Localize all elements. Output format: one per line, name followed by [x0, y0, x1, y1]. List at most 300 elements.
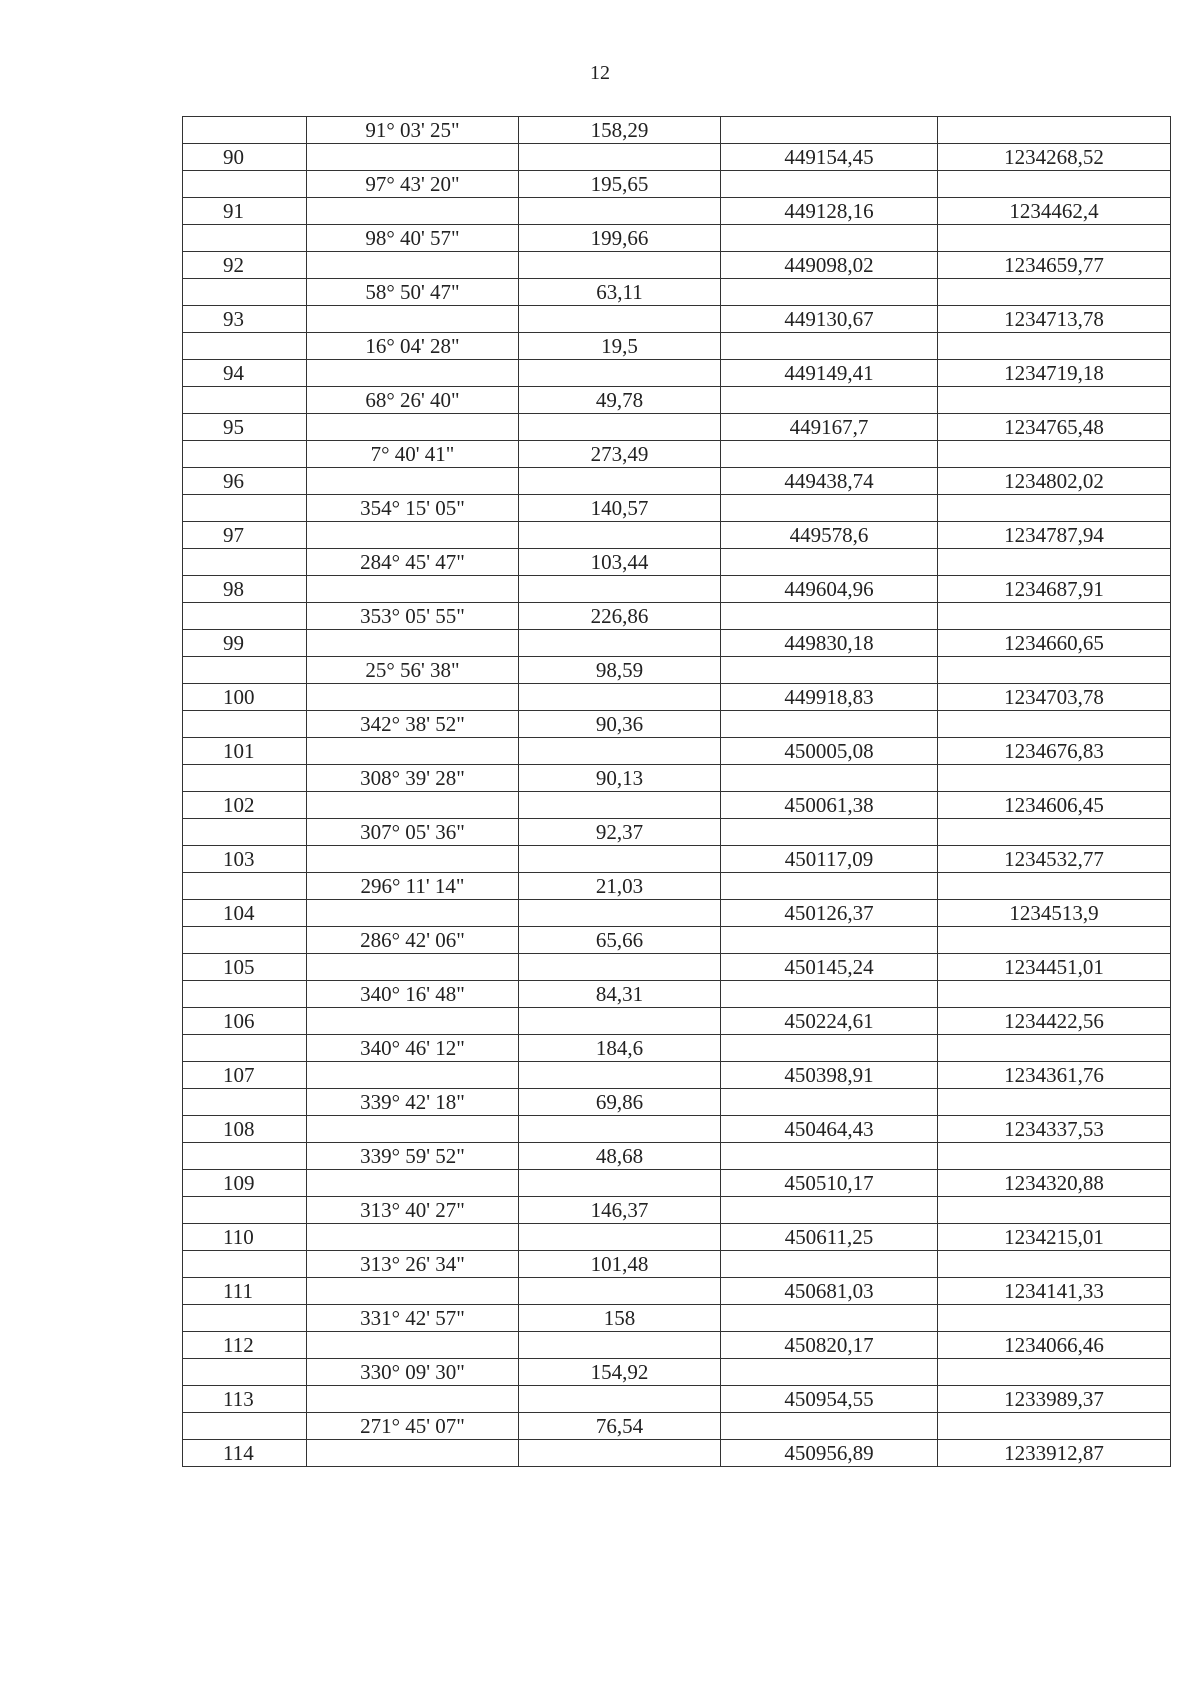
empty-cell	[307, 684, 519, 711]
empty-cell	[307, 360, 519, 387]
x-coordinate-cell: 450145,24	[721, 954, 938, 981]
x-coordinate-cell: 450954,55	[721, 1386, 938, 1413]
empty-cell	[938, 819, 1171, 846]
x-coordinate-cell: 450611,25	[721, 1224, 938, 1251]
empty-cell	[938, 1143, 1171, 1170]
y-coordinate-cell: 1234462,4	[938, 198, 1171, 225]
point-number-cell: 108	[183, 1116, 307, 1143]
point-row	[183, 684, 1171, 711]
y-coordinate-cell: 1234422,56	[938, 1008, 1171, 1035]
segment-row	[183, 549, 1171, 576]
empty-cell	[938, 765, 1171, 792]
y-coordinate-cell: 1234268,52	[938, 144, 1171, 171]
y-coordinate-cell: 1234606,45	[938, 792, 1171, 819]
y-coordinate-cell: 1234320,88	[938, 1170, 1171, 1197]
y-coordinate-cell: 1234532,77	[938, 846, 1171, 873]
point-number-cell: 102	[183, 792, 307, 819]
x-coordinate-cell: 450820,17	[721, 1332, 938, 1359]
distance-cell: 273,49	[519, 441, 721, 468]
x-coordinate-cell: 450224,61	[721, 1008, 938, 1035]
direction-angle-cell: 98° 40' 57"	[307, 225, 519, 252]
direction-angle-cell: 339° 59' 52"	[307, 1143, 519, 1170]
empty-cell	[183, 1143, 307, 1170]
point-number-cell: 109	[183, 1170, 307, 1197]
empty-cell	[183, 441, 307, 468]
segment-row	[183, 603, 1171, 630]
empty-cell	[519, 252, 721, 279]
empty-cell	[721, 441, 938, 468]
distance-cell: 146,37	[519, 1197, 721, 1224]
distance-cell: 84,31	[519, 981, 721, 1008]
x-coordinate-cell: 450398,91	[721, 1062, 938, 1089]
distance-cell: 98,59	[519, 657, 721, 684]
segment-row	[183, 1305, 1171, 1332]
x-coordinate-cell: 449167,7	[721, 414, 938, 441]
empty-cell	[183, 819, 307, 846]
direction-angle-cell: 331° 42' 57"	[307, 1305, 519, 1332]
distance-cell: 90,36	[519, 711, 721, 738]
empty-cell	[307, 1008, 519, 1035]
direction-angle-cell: 58° 50' 47"	[307, 279, 519, 306]
y-coordinate-cell: 1234713,78	[938, 306, 1171, 333]
point-row	[183, 1386, 1171, 1413]
distance-cell: 90,13	[519, 765, 721, 792]
empty-cell	[938, 117, 1171, 144]
empty-cell	[519, 360, 721, 387]
point-row	[183, 1116, 1171, 1143]
segment-row	[183, 117, 1171, 144]
y-coordinate-cell: 1234787,94	[938, 522, 1171, 549]
point-row	[183, 198, 1171, 225]
empty-cell	[183, 225, 307, 252]
empty-cell	[307, 1062, 519, 1089]
segment-row	[183, 819, 1171, 846]
empty-cell	[519, 1278, 721, 1305]
point-row	[183, 630, 1171, 657]
empty-cell	[938, 1035, 1171, 1062]
point-row	[183, 522, 1171, 549]
y-coordinate-cell: 1234765,48	[938, 414, 1171, 441]
empty-cell	[721, 495, 938, 522]
distance-cell: 140,57	[519, 495, 721, 522]
empty-cell	[183, 549, 307, 576]
empty-cell	[307, 198, 519, 225]
x-coordinate-cell: 449830,18	[721, 630, 938, 657]
segment-row	[183, 1143, 1171, 1170]
empty-cell	[938, 387, 1171, 414]
empty-cell	[183, 1359, 307, 1386]
empty-cell	[183, 711, 307, 738]
point-number-cell: 93	[183, 306, 307, 333]
segment-row	[183, 171, 1171, 198]
empty-cell	[519, 144, 721, 171]
direction-angle-cell: 284° 45' 47"	[307, 549, 519, 576]
direction-angle-cell: 339° 42' 18"	[307, 1089, 519, 1116]
empty-cell	[938, 279, 1171, 306]
empty-cell	[721, 927, 938, 954]
empty-cell	[307, 1116, 519, 1143]
empty-cell	[519, 1116, 721, 1143]
empty-cell	[721, 1143, 938, 1170]
direction-angle-cell: 330° 09' 30"	[307, 1359, 519, 1386]
empty-cell	[519, 1332, 721, 1359]
point-row	[183, 738, 1171, 765]
empty-cell	[183, 603, 307, 630]
distance-cell: 101,48	[519, 1251, 721, 1278]
empty-cell	[721, 1035, 938, 1062]
distance-cell: 63,11	[519, 279, 721, 306]
empty-cell	[938, 927, 1171, 954]
x-coordinate-cell: 449604,96	[721, 576, 938, 603]
y-coordinate-cell: 1233912,87	[938, 1440, 1171, 1467]
point-row	[183, 1224, 1171, 1251]
segment-row	[183, 225, 1171, 252]
distance-cell: 76,54	[519, 1413, 721, 1440]
empty-cell	[307, 954, 519, 981]
point-number-cell: 112	[183, 1332, 307, 1359]
empty-cell	[307, 738, 519, 765]
empty-cell	[307, 1170, 519, 1197]
x-coordinate-cell: 450681,03	[721, 1278, 938, 1305]
page-number: 12	[590, 62, 610, 84]
segment-row	[183, 1089, 1171, 1116]
point-number-cell: 113	[183, 1386, 307, 1413]
empty-cell	[519, 900, 721, 927]
x-coordinate-cell: 449128,16	[721, 198, 938, 225]
x-coordinate-cell: 449438,74	[721, 468, 938, 495]
point-row	[183, 468, 1171, 495]
distance-cell: 226,86	[519, 603, 721, 630]
empty-cell	[721, 1359, 938, 1386]
segment-row	[183, 1035, 1171, 1062]
point-number-cell: 97	[183, 522, 307, 549]
empty-cell	[519, 1008, 721, 1035]
segment-row	[183, 1359, 1171, 1386]
x-coordinate-cell: 450117,09	[721, 846, 938, 873]
point-number-cell: 107	[183, 1062, 307, 1089]
x-coordinate-cell: 450464,43	[721, 1116, 938, 1143]
empty-cell	[938, 1413, 1171, 1440]
empty-cell	[519, 1062, 721, 1089]
direction-angle-cell: 313° 40' 27"	[307, 1197, 519, 1224]
y-coordinate-cell: 1234802,02	[938, 468, 1171, 495]
y-coordinate-cell: 1234687,91	[938, 576, 1171, 603]
x-coordinate-cell: 450061,38	[721, 792, 938, 819]
empty-cell	[721, 765, 938, 792]
segment-row	[183, 927, 1171, 954]
point-number-cell: 91	[183, 198, 307, 225]
empty-cell	[938, 981, 1171, 1008]
x-coordinate-cell: 449918,83	[721, 684, 938, 711]
point-row	[183, 846, 1171, 873]
point-number-cell: 106	[183, 1008, 307, 1035]
empty-cell	[721, 1089, 938, 1116]
segment-row	[183, 279, 1171, 306]
empty-cell	[183, 981, 307, 1008]
empty-cell	[307, 630, 519, 657]
point-row	[183, 1440, 1171, 1467]
empty-cell	[183, 927, 307, 954]
empty-cell	[307, 522, 519, 549]
empty-cell	[519, 738, 721, 765]
direction-angle-cell: 313° 26' 34"	[307, 1251, 519, 1278]
distance-cell: 158	[519, 1305, 721, 1332]
y-coordinate-cell: 1234066,46	[938, 1332, 1171, 1359]
empty-cell	[307, 792, 519, 819]
empty-cell	[183, 1089, 307, 1116]
distance-cell: 195,65	[519, 171, 721, 198]
empty-cell	[183, 387, 307, 414]
y-coordinate-cell: 1233989,37	[938, 1386, 1171, 1413]
empty-cell	[183, 1035, 307, 1062]
empty-cell	[519, 954, 721, 981]
direction-angle-cell: 7° 40' 41"	[307, 441, 519, 468]
direction-angle-cell: 25° 56' 38"	[307, 657, 519, 684]
distance-cell: 69,86	[519, 1089, 721, 1116]
segment-row	[183, 1251, 1171, 1278]
point-row	[183, 1332, 1171, 1359]
direction-angle-cell: 68° 26' 40"	[307, 387, 519, 414]
segment-row	[183, 333, 1171, 360]
empty-cell	[183, 1413, 307, 1440]
point-row	[183, 360, 1171, 387]
empty-cell	[307, 252, 519, 279]
direction-angle-cell: 340° 16' 48"	[307, 981, 519, 1008]
empty-cell	[938, 171, 1171, 198]
empty-cell	[307, 576, 519, 603]
segment-row	[183, 711, 1171, 738]
empty-cell	[519, 1170, 721, 1197]
point-number-cell: 101	[183, 738, 307, 765]
empty-cell	[519, 1440, 721, 1467]
empty-cell	[938, 873, 1171, 900]
empty-cell	[307, 1332, 519, 1359]
direction-angle-cell: 271° 45' 07"	[307, 1413, 519, 1440]
empty-cell	[519, 576, 721, 603]
empty-cell	[519, 522, 721, 549]
empty-cell	[938, 1089, 1171, 1116]
empty-cell	[721, 819, 938, 846]
point-row	[183, 306, 1171, 333]
empty-cell	[721, 711, 938, 738]
distance-cell: 103,44	[519, 549, 721, 576]
point-row	[183, 1008, 1171, 1035]
empty-cell	[307, 306, 519, 333]
point-number-cell: 95	[183, 414, 307, 441]
y-coordinate-cell: 1234451,01	[938, 954, 1171, 981]
segment-row	[183, 441, 1171, 468]
empty-cell	[183, 171, 307, 198]
point-number-cell: 90	[183, 144, 307, 171]
empty-cell	[721, 333, 938, 360]
segment-row	[183, 495, 1171, 522]
point-row	[183, 1278, 1171, 1305]
point-number-cell: 110	[183, 1224, 307, 1251]
empty-cell	[307, 900, 519, 927]
empty-cell	[183, 1305, 307, 1332]
segment-row	[183, 873, 1171, 900]
point-number-cell: 114	[183, 1440, 307, 1467]
segment-row	[183, 981, 1171, 1008]
empty-cell	[938, 1359, 1171, 1386]
empty-cell	[721, 657, 938, 684]
point-row	[183, 1062, 1171, 1089]
y-coordinate-cell: 1234215,01	[938, 1224, 1171, 1251]
y-coordinate-cell: 1234513,9	[938, 900, 1171, 927]
empty-cell	[519, 414, 721, 441]
x-coordinate-cell: 450510,17	[721, 1170, 938, 1197]
direction-angle-cell: 340° 46' 12"	[307, 1035, 519, 1062]
empty-cell	[519, 198, 721, 225]
direction-angle-cell: 342° 38' 52"	[307, 711, 519, 738]
x-coordinate-cell: 449154,45	[721, 144, 938, 171]
empty-cell	[721, 279, 938, 306]
segment-row	[183, 765, 1171, 792]
x-coordinate-cell: 449130,67	[721, 306, 938, 333]
empty-cell	[183, 495, 307, 522]
distance-cell: 199,66	[519, 225, 721, 252]
empty-cell	[183, 117, 307, 144]
empty-cell	[183, 765, 307, 792]
point-row	[183, 1170, 1171, 1197]
empty-cell	[938, 1305, 1171, 1332]
y-coordinate-cell: 1234659,77	[938, 252, 1171, 279]
distance-cell: 154,92	[519, 1359, 721, 1386]
direction-angle-cell: 353° 05' 55"	[307, 603, 519, 630]
distance-cell: 158,29	[519, 117, 721, 144]
point-number-cell: 94	[183, 360, 307, 387]
distance-cell: 21,03	[519, 873, 721, 900]
empty-cell	[307, 846, 519, 873]
segment-row	[183, 657, 1171, 684]
segment-row	[183, 387, 1171, 414]
y-coordinate-cell: 1234703,78	[938, 684, 1171, 711]
distance-cell: 184,6	[519, 1035, 721, 1062]
x-coordinate-cell: 450126,37	[721, 900, 938, 927]
empty-cell	[307, 468, 519, 495]
empty-cell	[519, 1386, 721, 1413]
empty-cell	[938, 1197, 1171, 1224]
x-coordinate-cell: 449149,41	[721, 360, 938, 387]
point-number-cell: 100	[183, 684, 307, 711]
empty-cell	[938, 225, 1171, 252]
empty-cell	[938, 603, 1171, 630]
distance-cell: 49,78	[519, 387, 721, 414]
x-coordinate-cell: 450956,89	[721, 1440, 938, 1467]
empty-cell	[938, 657, 1171, 684]
empty-cell	[519, 684, 721, 711]
point-number-cell: 111	[183, 1278, 307, 1305]
direction-angle-cell: 308° 39' 28"	[307, 765, 519, 792]
empty-cell	[307, 144, 519, 171]
empty-cell	[183, 873, 307, 900]
empty-cell	[938, 549, 1171, 576]
direction-angle-cell: 97° 43' 20"	[307, 171, 519, 198]
empty-cell	[938, 441, 1171, 468]
empty-cell	[519, 468, 721, 495]
empty-cell	[721, 387, 938, 414]
empty-cell	[721, 1251, 938, 1278]
point-row	[183, 954, 1171, 981]
empty-cell	[721, 981, 938, 1008]
empty-cell	[938, 333, 1171, 360]
x-coordinate-cell: 450005,08	[721, 738, 938, 765]
point-number-cell: 92	[183, 252, 307, 279]
segment-row	[183, 1197, 1171, 1224]
empty-cell	[307, 1440, 519, 1467]
point-number-cell: 105	[183, 954, 307, 981]
point-number-cell: 103	[183, 846, 307, 873]
coordinates-table-body	[183, 117, 1171, 1467]
empty-cell	[721, 225, 938, 252]
direction-angle-cell: 91° 03' 25"	[307, 117, 519, 144]
point-row	[183, 144, 1171, 171]
empty-cell	[721, 873, 938, 900]
empty-cell	[519, 846, 721, 873]
empty-cell	[721, 1197, 938, 1224]
y-coordinate-cell: 1234141,33	[938, 1278, 1171, 1305]
distance-cell: 92,37	[519, 819, 721, 846]
empty-cell	[938, 1251, 1171, 1278]
y-coordinate-cell: 1234660,65	[938, 630, 1171, 657]
empty-cell	[183, 279, 307, 306]
coordinates-table	[182, 116, 1171, 1467]
segment-row	[183, 1413, 1171, 1440]
point-number-cell: 99	[183, 630, 307, 657]
point-row	[183, 252, 1171, 279]
x-coordinate-cell: 449578,6	[721, 522, 938, 549]
y-coordinate-cell: 1234337,53	[938, 1116, 1171, 1143]
empty-cell	[519, 1224, 721, 1251]
empty-cell	[721, 171, 938, 198]
empty-cell	[519, 792, 721, 819]
empty-cell	[721, 1305, 938, 1332]
empty-cell	[183, 1251, 307, 1278]
point-row	[183, 576, 1171, 603]
point-number-cell: 96	[183, 468, 307, 495]
empty-cell	[721, 1413, 938, 1440]
empty-cell	[307, 1386, 519, 1413]
empty-cell	[307, 1224, 519, 1251]
y-coordinate-cell: 1234719,18	[938, 360, 1171, 387]
empty-cell	[938, 495, 1171, 522]
point-number-cell: 98	[183, 576, 307, 603]
x-coordinate-cell: 449098,02	[721, 252, 938, 279]
empty-cell	[307, 414, 519, 441]
direction-angle-cell: 354° 15' 05"	[307, 495, 519, 522]
distance-cell: 65,66	[519, 927, 721, 954]
y-coordinate-cell: 1234676,83	[938, 738, 1171, 765]
empty-cell	[519, 630, 721, 657]
point-row	[183, 414, 1171, 441]
distance-cell: 48,68	[519, 1143, 721, 1170]
empty-cell	[938, 711, 1171, 738]
empty-cell	[519, 306, 721, 333]
empty-cell	[307, 1278, 519, 1305]
y-coordinate-cell: 1234361,76	[938, 1062, 1171, 1089]
empty-cell	[183, 657, 307, 684]
empty-cell	[721, 117, 938, 144]
distance-cell: 19,5	[519, 333, 721, 360]
point-number-cell: 104	[183, 900, 307, 927]
direction-angle-cell: 307° 05' 36"	[307, 819, 519, 846]
direction-angle-cell: 286° 42' 06"	[307, 927, 519, 954]
direction-angle-cell: 16° 04' 28"	[307, 333, 519, 360]
empty-cell	[721, 603, 938, 630]
empty-cell	[183, 333, 307, 360]
point-row	[183, 792, 1171, 819]
empty-cell	[183, 1197, 307, 1224]
